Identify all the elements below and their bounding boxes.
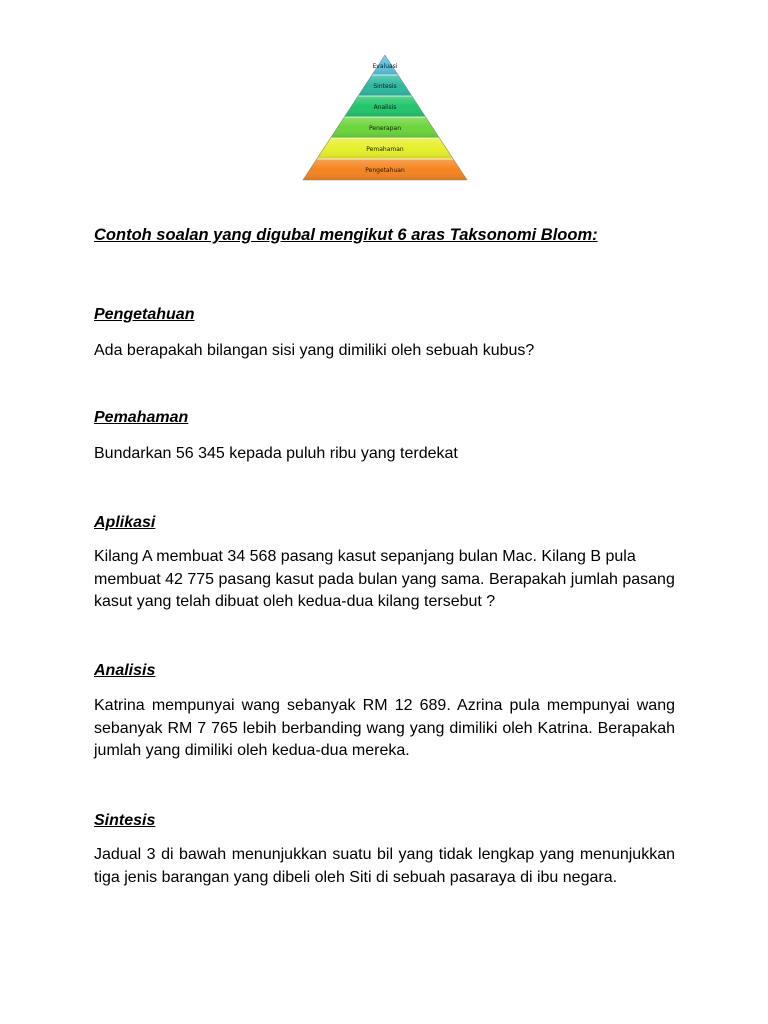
section-heading-pemahaman: Pemahaman — [94, 409, 189, 426]
section-heading-sintesis: Sintesis — [94, 812, 156, 829]
document-title: Contoh soalan yang digubal mengikut 6 aras Taksonomi Bloom: — [94, 226, 598, 244]
pyramid-label-analisis: Analisis — [373, 104, 397, 111]
section-body-sintesis: Jadual 3 di bawah menunjukkan suatu bil yang tidak lengkap yang menunjukkan tiga jenis barangan yang dibeli oleh Siti di sebuah pasaraya di ibu negara. — [94, 846, 675, 886]
pyramid-label-evaluasi: Evaluasi — [372, 63, 398, 70]
section-body-analisis: Katrina mempunyai wang sebanyak RM 12 689. Azrina pula mempunyai wang sebanyak RM 7 765 lebih berbanding wang yang dimiliki oleh Katrina. Berapakah jumlah yang dimiliki oleh kedua-dua mereka. — [94, 697, 675, 759]
section-heading-pengetahuan: Pengetahuan — [94, 306, 195, 323]
bloom-pyramid-diagram — [300, 54, 470, 182]
section-body-pengetahuan: Ada berapakah bilangan sisi yang dimiliki oleh sebuah kubus? — [94, 342, 535, 359]
pyramid-label-sintesis: Sintesis — [373, 83, 397, 90]
pyramid-label-pengetahuan: Pengetahuan — [365, 167, 405, 174]
section-body-pemahaman: Bundarkan 56 345 kepada puluh ribu yang terdekat — [94, 445, 458, 462]
pyramid-label-penerapan: Penerapan — [368, 125, 402, 132]
section-heading-aplikasi: Aplikasi — [94, 514, 156, 531]
section-body-aplikasi: Kilang A membuat 34 568 pasang kasut sepanjang bulan Mac. Kilang B pula membuat 42 775 pasang kasut pada bulan yang sama. Berapakah jumlah pasang kasut yang telah dibuat oleh kedua-dua kilang tersebut ? — [94, 548, 675, 610]
pyramid-label-pemahaman: Pemahaman — [366, 146, 404, 153]
section-heading-analisis: Analisis — [94, 662, 156, 679]
